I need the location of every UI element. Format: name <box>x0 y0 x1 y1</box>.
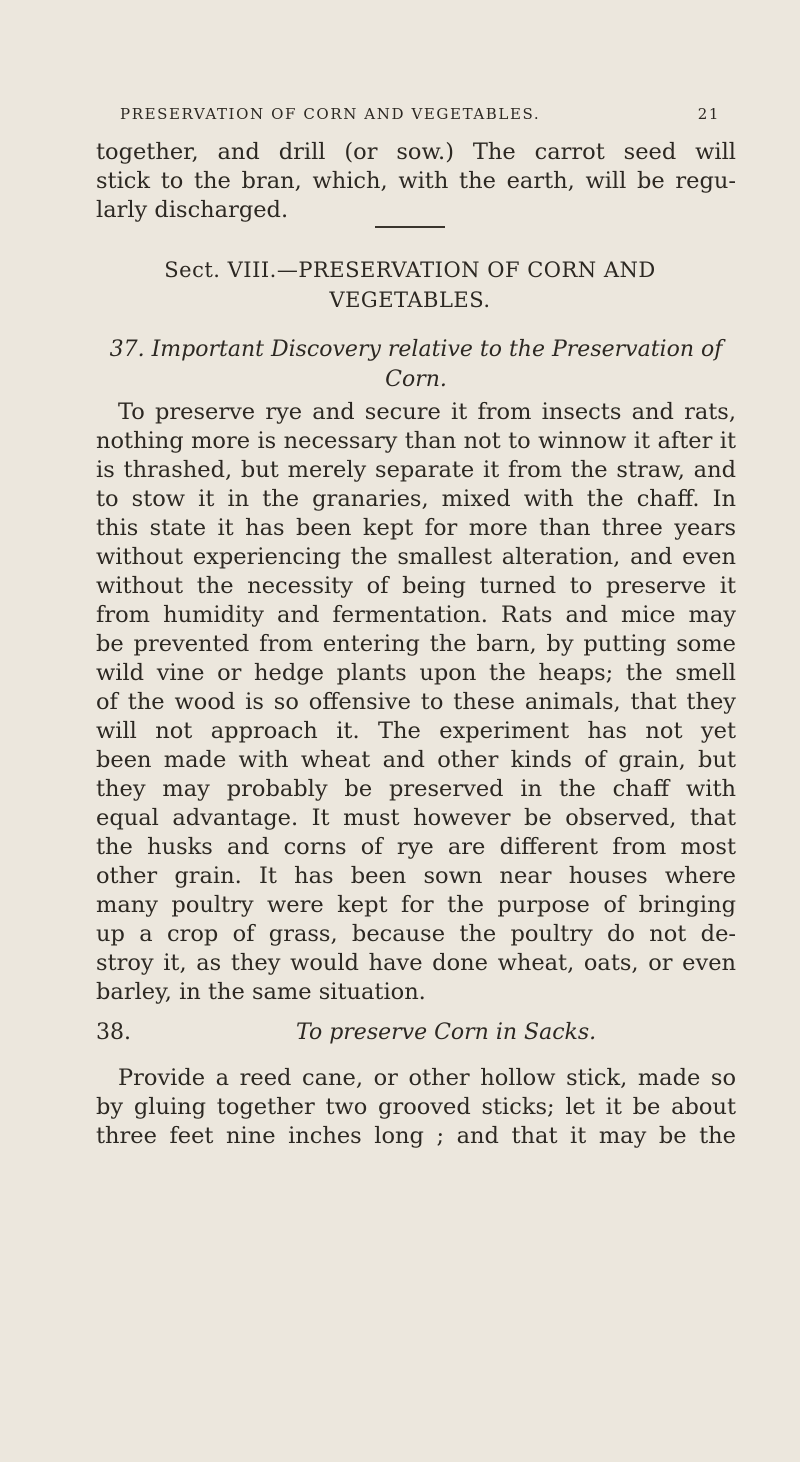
text-line: other grain. It has been sown near houses where <box>96 863 736 889</box>
running-head <box>120 105 720 123</box>
text-line: of the wood is so offensive to these animals, that they <box>96 689 736 715</box>
paragraph-continued <box>96 138 736 225</box>
text-line: be prevented from entering the barn, by putting some <box>96 631 736 657</box>
article-number: 38. <box>96 1020 131 1045</box>
text-line: stick to the bran, which, with the earth, will be regu- <box>96 168 736 194</box>
text-line: this state it has been kept for more than three years <box>96 515 736 541</box>
text-line: larly discharged. <box>96 197 289 223</box>
text-line: without the necessity of being turned to preserve it <box>96 573 736 599</box>
section-heading-line: VEGETABLES. <box>329 288 491 312</box>
text-line: many poultry were kept for the purpose of bringing <box>96 892 736 918</box>
text-line: without experiencing the smallest alteration, and even <box>96 544 736 570</box>
section-heading-line: Sect. VIII.—PRESERVATION OF CORN AND <box>164 258 656 282</box>
text-line: equal advantage. It must however be observed, that <box>96 805 736 831</box>
text-line: nothing more is necessary than not to winnow it after it <box>96 428 736 454</box>
text-line: three feet nine inches long ; and that it may be the <box>96 1123 736 1149</box>
text-line: the husks and corns of rye are different from most <box>96 834 736 860</box>
article-heading-line: Corn. <box>385 367 447 392</box>
page-number: 21 <box>697 105 720 123</box>
running-head-title: PRESERVATION OF CORN AND VEGETABLES. <box>120 105 541 123</box>
section-divider <box>375 226 445 228</box>
text-line: been made with wheat and other kinds of grain, but <box>96 747 736 773</box>
text-line: is thrashed, but merely separate it from the straw, and <box>96 457 736 483</box>
text-line: barley, in the same situation. <box>96 979 426 1005</box>
text-line: will not approach it. The experiment has not yet <box>96 718 736 744</box>
article-38-body <box>96 1064 736 1151</box>
text-line: Provide a reed cane, or other hollow stick, made so <box>118 1065 736 1091</box>
text-line: they may probably be preserved in the chaff with <box>96 776 736 802</box>
section-heading <box>110 255 710 315</box>
text-line: up a crop of grass, because the poultry do not de- <box>96 921 736 947</box>
article-heading-line: 37. Important Discovery relative to the Preservation of <box>109 337 723 362</box>
article-37-heading <box>96 335 736 395</box>
text-line: by gluing together two grooved sticks; let it be about <box>96 1094 736 1120</box>
text-line: to stow it in the granaries, mixed with the chaff. In <box>96 486 736 512</box>
text-line: To preserve rye and secure it from insects and rats, <box>118 399 736 425</box>
article-title: To preserve Corn in Sacks. <box>296 1020 597 1045</box>
text-line: together, and drill (or sow.) The carrot seed will <box>96 139 736 165</box>
text-line: wild vine or hedge plants upon the heaps; the smell <box>96 660 736 686</box>
article-37-body <box>96 398 736 1007</box>
text-line: stroy it, as they would have done wheat, oats, or even <box>96 950 736 976</box>
text-line: from humidity and fermentation. Rats and mice may <box>96 602 736 628</box>
